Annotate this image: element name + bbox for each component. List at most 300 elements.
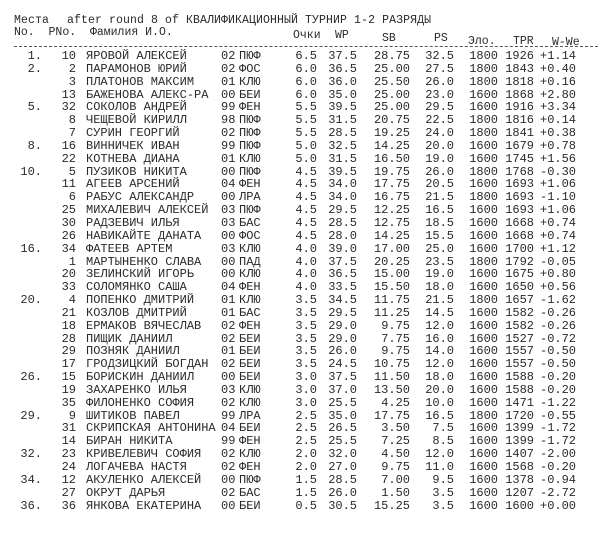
row-points: 6.0 <box>295 61 317 76</box>
row-points: 3.5 <box>295 318 317 333</box>
row-tpr: 1600 <box>505 498 534 513</box>
row-elo: 1600 <box>469 395 498 410</box>
table-row <box>0 384 600 397</box>
row-elo: 1600 <box>469 138 498 153</box>
row-sb: 15.50 <box>373 280 410 295</box>
row-elo: 1600 <box>469 228 498 243</box>
row-year: 01 <box>221 305 236 320</box>
row-wwe: -0.26 <box>540 305 577 320</box>
row-elo: 1600 <box>469 203 498 218</box>
row-ps: 20.0 <box>425 138 454 153</box>
row-wp: 25.5 <box>328 434 357 449</box>
row-club: ФОС <box>239 228 261 243</box>
row-elo: 1800 <box>469 408 498 423</box>
row-tpr: 1675 <box>505 267 534 282</box>
row-club: КЛЮ <box>239 447 261 462</box>
row-tpr: 1792 <box>505 254 534 269</box>
row-wwe: +0.14 <box>540 113 577 128</box>
row-wp: 28.5 <box>328 215 357 230</box>
row-points: 5.5 <box>295 113 317 128</box>
row-wwe: -1.72 <box>540 434 577 449</box>
row-wp: 39.0 <box>328 241 357 256</box>
row-wp: 26.0 <box>328 485 357 500</box>
row-pno: 36 <box>61 498 76 513</box>
row-place: 10. <box>20 164 42 179</box>
row-ps: 14.5 <box>425 305 454 320</box>
row-club: БАС <box>239 215 261 230</box>
row-name: ЗАХАРЕНКО ИЛЬЯ <box>86 382 187 397</box>
row-sb: 14.25 <box>373 138 410 153</box>
row-ps: 29.5 <box>425 100 454 115</box>
row-place: 34. <box>20 472 42 487</box>
row-name: БАЖЕНОВА АЛЕКС-РА <box>86 87 209 102</box>
row-sb: 13.50 <box>373 382 410 397</box>
row-club: ФЕН <box>239 318 261 333</box>
row-year: 00 <box>221 267 236 282</box>
row-pno: 26 <box>61 228 76 243</box>
row-pno: 8 <box>68 113 76 128</box>
row-pno: 7 <box>68 126 76 141</box>
row-wwe: +0.16 <box>540 74 577 89</box>
row-place: 32. <box>20 447 42 462</box>
col-ps: PS <box>434 32 448 45</box>
col-pno: PNo. <box>48 26 77 39</box>
row-year: 02 <box>221 395 236 410</box>
row-tpr: 1693 <box>505 190 534 205</box>
row-points: 1.5 <box>295 472 317 487</box>
row-points: 5.5 <box>295 100 317 115</box>
row-name: СОЛОМЯНКО САША <box>86 280 187 295</box>
row-wp: 26.5 <box>328 421 357 436</box>
row-pno: 3 <box>68 74 76 89</box>
row-sb: 19.75 <box>373 164 410 179</box>
row-year: 02 <box>221 447 236 462</box>
row-year: 00 <box>221 164 236 179</box>
row-points: 6.0 <box>295 74 317 89</box>
table-row <box>0 76 600 89</box>
row-club: ПАД <box>239 254 261 269</box>
row-sb: 20.25 <box>373 254 410 269</box>
row-name: АГЕЕВ АРСЕНИЙ <box>86 177 180 192</box>
row-name: БОРИСКИН ДАНИИЛ <box>86 370 195 385</box>
table-row <box>0 487 600 500</box>
col-name: Фамилия И.О. <box>89 26 173 39</box>
row-wwe: +1.12 <box>540 241 577 256</box>
table-row <box>0 153 600 166</box>
row-ps: 11.0 <box>425 460 454 474</box>
row-sb: 7.75 <box>381 331 410 346</box>
row-wwe: +1.06 <box>540 203 577 218</box>
row-ps: 12.0 <box>425 318 454 333</box>
row-ps: 21.5 <box>425 190 454 205</box>
table-row <box>0 230 600 243</box>
row-ps: 3.5 <box>432 498 454 513</box>
col-points: Очки <box>293 29 321 42</box>
row-pno: 15 <box>61 370 76 385</box>
row-pno: 1 <box>68 254 76 269</box>
row-year: 00 <box>221 498 236 513</box>
row-year: 00 <box>221 87 236 102</box>
row-ps: 18.0 <box>425 280 454 295</box>
row-points: 6.5 <box>295 49 317 63</box>
row-ps: 22.5 <box>425 113 454 128</box>
row-club: ФЕН <box>239 100 261 115</box>
row-ps: 3.5 <box>432 485 454 500</box>
row-club: ПЮФ <box>239 126 261 141</box>
row-tpr: 1926 <box>505 49 534 63</box>
row-sb: 3.50 <box>381 421 410 436</box>
row-sb: 11.50 <box>373 370 410 385</box>
row-tpr: 1407 <box>505 447 534 462</box>
row-points: 4.0 <box>295 241 317 256</box>
row-name: ПАРАМОНОВ ЮРИЙ <box>86 61 187 76</box>
row-year: 04 <box>221 177 236 192</box>
row-name: ЧЕЩЕВОЙ КИРИЛЛ <box>86 113 187 128</box>
row-pno: 12 <box>61 472 76 487</box>
row-ps: 32.5 <box>425 49 454 63</box>
row-wwe: -0.50 <box>540 357 577 372</box>
row-points: 4.0 <box>295 267 317 282</box>
table-row <box>0 397 600 410</box>
row-club: КЛЮ <box>239 395 261 410</box>
row-points: 6.0 <box>295 87 317 102</box>
row-wwe: +0.56 <box>540 280 577 295</box>
row-wp: 36.5 <box>328 61 357 76</box>
row-wp: 35.0 <box>328 87 357 102</box>
row-year: 02 <box>221 126 236 141</box>
row-sb: 14.25 <box>373 228 410 243</box>
row-wwe: +0.78 <box>540 138 577 153</box>
row-year: 02 <box>221 61 236 76</box>
row-place: 36. <box>20 498 42 513</box>
row-sb: 28.75 <box>373 49 410 63</box>
row-name: МАРТЫНЕНКО СЛАВА <box>86 254 202 269</box>
row-club: БЕИ <box>239 370 261 385</box>
row-name: ПИЩИК ДАНИИЛ <box>86 331 173 346</box>
row-ps: 19.0 <box>425 151 454 166</box>
row-elo: 1600 <box>469 87 498 102</box>
row-sb: 20.75 <box>373 113 410 128</box>
row-club: ЛРА <box>239 408 261 423</box>
row-points: 4.0 <box>295 254 317 269</box>
row-wp: 24.5 <box>328 357 357 372</box>
row-pno: 30 <box>61 215 76 230</box>
row-points: 4.5 <box>295 177 317 192</box>
row-tpr: 1657 <box>505 293 534 308</box>
row-club: ПЮФ <box>239 472 261 487</box>
row-wwe: -0.20 <box>540 460 577 474</box>
places-label: Места <box>14 14 50 27</box>
row-pno: 21 <box>61 305 76 320</box>
row-year: 00 <box>221 370 236 385</box>
row-sb: 16.50 <box>373 151 410 166</box>
row-name: ГРОДЗИЦКИЙ БОГДАН <box>86 357 209 372</box>
row-pno: 5 <box>68 164 76 179</box>
row-name: КОЗЛОВ ДМИТРИЙ <box>86 305 187 320</box>
row-club: ФОС <box>239 61 261 76</box>
row-points: 4.5 <box>295 228 317 243</box>
row-club: ПЮФ <box>239 203 261 218</box>
row-ps: 27.5 <box>425 61 454 76</box>
row-name: ФАТЕЕВ АРТЕМ <box>86 241 173 256</box>
row-sb: 11.75 <box>373 293 410 308</box>
row-points: 3.5 <box>295 331 317 346</box>
row-wwe: -0.94 <box>540 472 577 487</box>
row-tpr: 1868 <box>505 87 534 102</box>
row-points: 4.5 <box>295 164 317 179</box>
row-wp: 31.5 <box>328 113 357 128</box>
row-club: БЕИ <box>239 344 261 359</box>
table-row <box>0 63 600 76</box>
row-points: 3.5 <box>295 344 317 359</box>
row-name: РАБУС АЛЕКСАНДР <box>86 190 195 205</box>
row-wp: 29.5 <box>328 203 357 218</box>
row-wwe: -0.26 <box>540 318 577 333</box>
row-ps: 14.0 <box>425 344 454 359</box>
col-wp: WP <box>335 29 349 42</box>
row-ps: 12.0 <box>425 357 454 372</box>
row-place: 5. <box>27 100 42 115</box>
row-pno: 24 <box>61 460 76 474</box>
row-pno: 23 <box>61 447 76 462</box>
row-elo: 1800 <box>469 74 498 89</box>
row-name: МИХАЛЕВИЧ АЛЕКСЕЙ <box>86 203 209 218</box>
row-name: РАДЗЕВИЧ ИЛЬЯ <box>86 215 180 230</box>
row-elo: 1800 <box>469 49 498 63</box>
row-club: БЕИ <box>239 87 261 102</box>
row-club: КЛЮ <box>239 241 261 256</box>
row-wp: 37.5 <box>328 49 357 63</box>
row-sb: 17.00 <box>373 241 410 256</box>
row-sb: 9.75 <box>381 460 410 474</box>
row-wwe: +1.14 <box>540 49 577 63</box>
row-wwe: -0.20 <box>540 370 577 385</box>
row-ps: 10.0 <box>425 395 454 410</box>
row-wp: 34.5 <box>328 293 357 308</box>
table-row <box>0 50 600 63</box>
row-tpr: 1568 <box>505 460 534 474</box>
table-row <box>0 307 600 320</box>
row-year: 99 <box>221 100 236 115</box>
row-points: 3.0 <box>295 395 317 410</box>
row-name: ЯНКОВА ЕКАТЕРИНА <box>86 498 202 513</box>
row-club: КЛЮ <box>239 293 261 308</box>
row-year: 01 <box>221 151 236 166</box>
row-elo: 1600 <box>469 485 498 500</box>
row-ps: 25.0 <box>425 241 454 256</box>
row-sb: 9.75 <box>381 344 410 359</box>
row-club: КЛЮ <box>239 267 261 282</box>
row-pno: 20 <box>61 267 76 282</box>
row-points: 2.0 <box>295 447 317 462</box>
col-wwe: W-We <box>552 36 580 49</box>
row-year: 03 <box>221 382 236 397</box>
row-club: БЕИ <box>239 421 261 436</box>
row-sb: 11.25 <box>373 305 410 320</box>
row-club: КЛЮ <box>239 151 261 166</box>
row-elo: 1800 <box>469 126 498 141</box>
row-tpr: 1745 <box>505 151 534 166</box>
row-tpr: 1916 <box>505 100 534 115</box>
row-pno: 17 <box>61 357 76 372</box>
row-wp: 39.5 <box>328 100 357 115</box>
row-tpr: 1818 <box>505 74 534 89</box>
row-name: ЛОГАЧЕВА НАСТЯ <box>86 460 187 474</box>
row-pno: 32 <box>61 100 76 115</box>
row-club: ПЮФ <box>239 113 261 128</box>
row-sb: 25.50 <box>373 74 410 89</box>
row-club: ФЕН <box>239 434 261 449</box>
standings-table <box>0 50 600 512</box>
row-points: 5.5 <box>295 126 317 141</box>
row-year: 02 <box>221 49 236 63</box>
row-club: БЕИ <box>239 357 261 372</box>
row-year: 99 <box>221 138 236 153</box>
row-tpr: 1679 <box>505 138 534 153</box>
row-year: 04 <box>221 421 236 436</box>
row-wp: 35.0 <box>328 408 357 423</box>
row-elo: 1600 <box>469 357 498 372</box>
col-no: No. <box>14 26 35 39</box>
row-sb: 16.75 <box>373 190 410 205</box>
row-ps: 21.5 <box>425 293 454 308</box>
row-year: 98 <box>221 113 236 128</box>
row-sb: 17.75 <box>373 177 410 192</box>
row-sb: 12.25 <box>373 203 410 218</box>
row-tpr: 1207 <box>505 485 534 500</box>
row-wwe: -1.72 <box>540 421 577 436</box>
row-club: ПЮФ <box>239 138 261 153</box>
row-wp: 29.0 <box>328 318 357 333</box>
row-ps: 16.5 <box>425 408 454 423</box>
row-club: КЛЮ <box>239 74 261 89</box>
row-year: 02 <box>221 357 236 372</box>
row-name: ВИННИЧЕК ИВАН <box>86 138 180 153</box>
table-row <box>0 474 600 487</box>
row-elo: 1600 <box>469 151 498 166</box>
row-name: ЗЕЛИНСКИЙ ИГОРЬ <box>86 267 195 282</box>
row-sb: 17.75 <box>373 408 410 423</box>
row-wp: 27.0 <box>328 460 357 474</box>
row-wwe: -1.62 <box>540 293 577 308</box>
row-wwe: +0.74 <box>540 215 577 230</box>
row-sb: 12.75 <box>373 215 410 230</box>
row-wwe: -1.10 <box>540 190 577 205</box>
row-wp: 34.0 <box>328 190 357 205</box>
row-tpr: 1582 <box>505 318 534 333</box>
table-row <box>0 294 600 307</box>
row-year: 03 <box>221 203 236 218</box>
row-year: 04 <box>221 280 236 295</box>
table-row <box>0 217 600 230</box>
row-name: ЕРМАКОВ ВЯЧЕСЛАВ <box>86 318 202 333</box>
row-pno: 4 <box>68 293 76 308</box>
row-ps: 18.0 <box>425 370 454 385</box>
row-points: 3.0 <box>295 370 317 385</box>
row-wwe: +0.74 <box>540 228 577 243</box>
row-wp: 37.0 <box>328 382 357 397</box>
row-wp: 32.5 <box>328 138 357 153</box>
col-tpr: TPR <box>513 35 534 48</box>
row-sb: 15.25 <box>373 498 410 513</box>
row-pno: 9 <box>68 408 76 423</box>
row-ps: 26.0 <box>425 74 454 89</box>
row-ps: 16.0 <box>425 331 454 346</box>
row-wwe: -0.20 <box>540 382 577 397</box>
row-club: БАС <box>239 485 261 500</box>
row-sb: 25.00 <box>373 100 410 115</box>
row-tpr: 1582 <box>505 305 534 320</box>
row-tpr: 1700 <box>505 241 534 256</box>
row-tpr: 1668 <box>505 215 534 230</box>
row-club: ПЮФ <box>239 164 261 179</box>
row-wp: 28.5 <box>328 472 357 487</box>
row-year: 02 <box>221 485 236 500</box>
row-wp: 25.5 <box>328 395 357 410</box>
row-elo: 1600 <box>469 241 498 256</box>
row-year: 00 <box>221 472 236 487</box>
row-pno: 19 <box>61 382 76 397</box>
row-ps: 18.5 <box>425 215 454 230</box>
row-year: 01 <box>221 293 236 308</box>
row-name: ФИЛОНЕНКО СОФИЯ <box>86 395 195 410</box>
row-sb: 19.25 <box>373 126 410 141</box>
row-points: 3.5 <box>295 305 317 320</box>
row-pno: 16 <box>61 138 76 153</box>
row-name: ПОЗНЯК ДАНИИЛ <box>86 344 180 359</box>
row-points: 5.0 <box>295 138 317 153</box>
row-club: ФЕН <box>239 177 261 192</box>
row-pno: 14 <box>61 434 76 449</box>
row-tpr: 1720 <box>505 408 534 423</box>
row-wwe: -0.50 <box>540 344 577 359</box>
row-wwe: +0.00 <box>540 498 577 513</box>
row-pno: 25 <box>61 203 76 218</box>
row-name: КРИВЕЛЕВИЧ СОФИЯ <box>86 447 202 462</box>
col-sb: SB <box>382 32 396 45</box>
row-tpr: 1588 <box>505 370 534 385</box>
row-wp: 37.5 <box>328 254 357 269</box>
row-wp: 28.5 <box>328 126 357 141</box>
row-points: 4.5 <box>295 215 317 230</box>
row-wwe: +1.56 <box>540 151 577 166</box>
row-elo: 1600 <box>469 177 498 192</box>
row-points: 4.0 <box>295 280 317 295</box>
row-wwe: -0.05 <box>540 254 577 269</box>
row-name: НАВИКАЙТЕ ДАНАТА <box>86 228 202 243</box>
row-year: 02 <box>221 460 236 474</box>
row-pno: 22 <box>61 151 76 166</box>
row-place: 16. <box>20 241 42 256</box>
row-tpr: 1650 <box>505 280 534 295</box>
row-year: 03 <box>221 241 236 256</box>
row-pno: 31 <box>61 421 76 436</box>
row-pno: 10 <box>61 49 76 63</box>
row-tpr: 1693 <box>505 177 534 192</box>
row-name: СОКОЛОВ АНДРЕЙ <box>86 100 187 115</box>
row-wwe: +1.06 <box>540 177 577 192</box>
row-elo: 1600 <box>469 460 498 474</box>
row-place: 8. <box>27 138 42 153</box>
row-wp: 39.5 <box>328 164 357 179</box>
row-points: 2.0 <box>295 460 317 474</box>
row-club: БЕИ <box>239 331 261 346</box>
row-name: ПЛАТОНОВ МАКСИМ <box>86 74 195 89</box>
row-wp: 26.0 <box>328 344 357 359</box>
row-wwe: -0.72 <box>540 331 577 346</box>
row-place: 29. <box>20 408 42 423</box>
row-points: 5.0 <box>295 151 317 166</box>
